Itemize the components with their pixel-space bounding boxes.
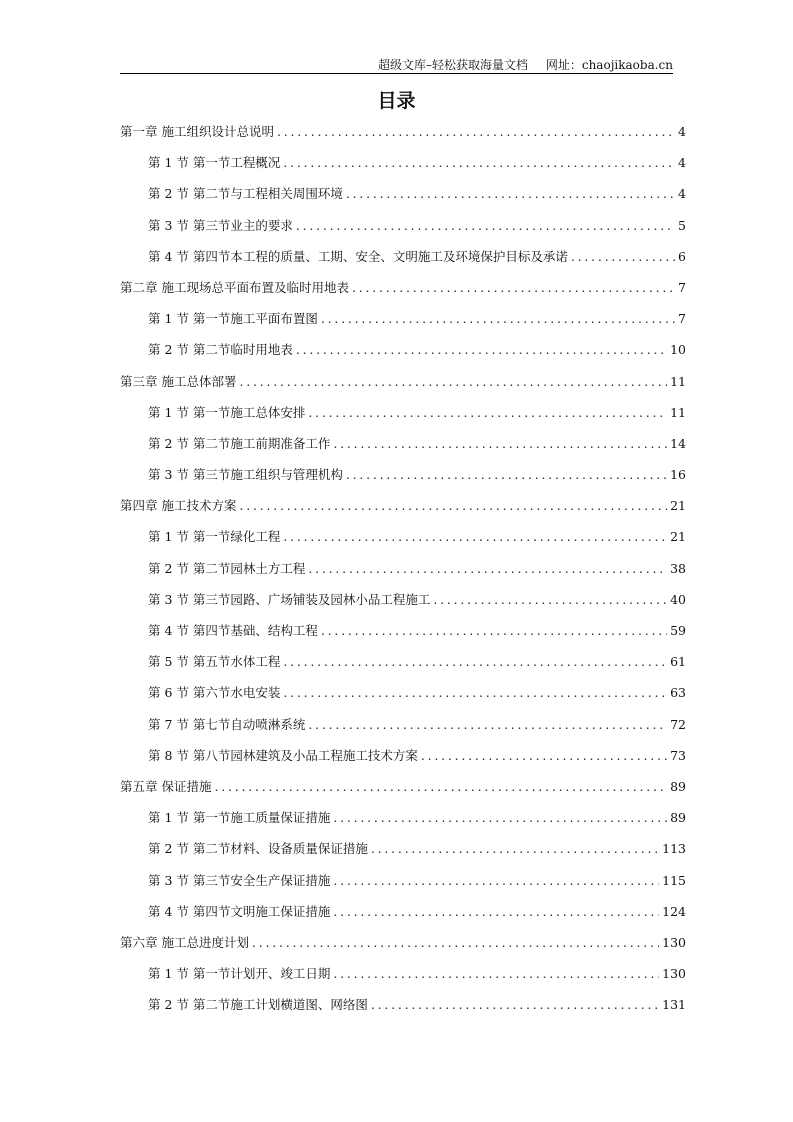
- toc-entry-page: 38: [670, 560, 686, 576]
- dot-leader: [333, 436, 667, 451]
- toc-entry-page: 7: [678, 279, 686, 295]
- toc-entry-section[interactable]: [120, 465, 686, 496]
- toc-entry-chapter[interactable]: [120, 122, 686, 153]
- toc-entry-page: 40: [670, 591, 686, 607]
- toc-entry-page: 124: [662, 903, 686, 919]
- toc-entry-label: 第 4 节 第四节基础、结构工程: [148, 623, 318, 638]
- toc-entry-section[interactable]: [120, 590, 686, 621]
- toc-entry-page: 4: [678, 124, 686, 139]
- toc-entry-label: 第 1 节 第一节计划开、竣工日期: [148, 966, 331, 982]
- toc-entry-chapter[interactable]: [120, 278, 686, 309]
- toc-entry-page: 115: [662, 872, 686, 888]
- toc-entry-label: 第 3 节 第三节业主的要求: [148, 217, 293, 233]
- toc-entry-label: 第一章 施工组织设计总说明: [120, 124, 274, 139]
- toc-entry-label: 第 6 节 第六节水电安装: [148, 685, 281, 701]
- toc-entry-page: 10: [670, 342, 686, 358]
- toc-entry-page: 130: [662, 934, 686, 950]
- toc-entry-page: 21: [670, 529, 686, 545]
- toc-entry-section[interactable]: [120, 808, 686, 839]
- toc-entry-label: 第 3 节 第三节安全生产保证措施: [148, 872, 331, 888]
- toc-entry-label: 第 3 节 第三节施工组织与管理机构: [148, 467, 343, 483]
- toc-entry-page: 63: [670, 685, 686, 701]
- toc-entry-label: 第 8 节 第八节园林建筑及小品工程施工技术方案: [148, 747, 418, 763]
- toc-entry-section[interactable]: [120, 340, 686, 371]
- header-url: 网址：chaojikaoba.cn: [545, 58, 673, 72]
- toc-entry-page: 61: [670, 654, 686, 670]
- toc-entry-section[interactable]: [120, 309, 686, 340]
- toc-entry-label: 第 1 节 第一节施工平面布置图: [148, 311, 318, 327]
- toc-entry-section[interactable]: [120, 527, 686, 558]
- toc-entry-label: 第 2 节 第二节临时用地表: [148, 342, 293, 358]
- toc-entry-label: 第 3 节 第三节园路、广场铺装及园林小品工程施工: [148, 591, 431, 607]
- page-header: [120, 56, 673, 74]
- toc-entry-section[interactable]: [120, 839, 686, 870]
- dot-leader: [433, 592, 667, 607]
- toc-entry-label: 第 1 节 第一节工程概况: [148, 155, 281, 171]
- toc-entry-label: 第六章 施工总进度计划: [120, 934, 249, 950]
- toc-entry-section[interactable]: [120, 184, 686, 215]
- toc-entry-section[interactable]: [120, 746, 686, 777]
- dot-leader: [352, 280, 675, 295]
- toc-entry-page: 11: [670, 404, 686, 420]
- toc-entry-page: 4: [678, 186, 686, 202]
- dot-leader: [321, 623, 667, 638]
- toc-entry-label: 第 5 节 第五节水体工程: [148, 654, 281, 670]
- toc-entry-page: 89: [670, 810, 686, 826]
- header-site: 超级文库–轻松获取海量文档: [378, 58, 529, 72]
- toc-entry-section[interactable]: [120, 216, 686, 247]
- toc-entry-page: 6: [678, 248, 686, 264]
- toc-entry-page: 4: [678, 155, 686, 171]
- toc-entry-page: 113: [662, 841, 686, 857]
- toc-entry-label: 第 1 节 第一节绿化工程: [148, 529, 281, 545]
- toc-entry-label: 第 1 节 第一节施工质量保证措施: [148, 810, 331, 826]
- toc-entry-page: 14: [670, 435, 686, 451]
- dot-leader: [214, 779, 667, 794]
- toc-entry-label: 第 2 节 第二节材料、设备质量保证措施: [148, 841, 368, 857]
- toc-entry-section[interactable]: [120, 871, 686, 902]
- toc-entry-page: 59: [670, 623, 686, 638]
- toc-entry-label: 第 1 节 第一节施工总体安排: [148, 404, 306, 420]
- toc-entry-page: 16: [670, 467, 686, 483]
- toc-entry-chapter[interactable]: [120, 933, 686, 964]
- toc-entry-page: 130: [662, 966, 686, 982]
- toc-entry-label: 第 7 节 第七节自动喷淋系统: [148, 716, 306, 732]
- toc-entry-section[interactable]: [120, 153, 686, 184]
- dot-leader: [333, 966, 659, 981]
- toc-entry-section[interactable]: [120, 995, 686, 1026]
- toc-entry-label: 第 4 节 第四节本工程的质量、工期、安全、文明施工及环境保护目标及承诺: [148, 248, 568, 264]
- dot-leader: [296, 218, 675, 233]
- dot-leader: [371, 997, 659, 1012]
- dot-leader: [308, 717, 667, 732]
- toc-entry-chapter[interactable]: [120, 777, 686, 808]
- dot-leader: [283, 529, 667, 544]
- dot-leader: [346, 467, 667, 482]
- toc-entry-page: 72: [670, 716, 686, 732]
- toc-entry-page: 21: [670, 498, 686, 514]
- dot-leader: [283, 685, 667, 700]
- toc-entry-section[interactable]: [120, 247, 686, 278]
- dot-leader: [277, 124, 675, 139]
- dot-leader: [283, 155, 675, 170]
- toc-entry-label: 第 2 节 第二节施工计划横道图、网络图: [148, 997, 368, 1013]
- page-title: 目录: [377, 90, 416, 112]
- dot-leader: [321, 311, 675, 326]
- toc-entry-section[interactable]: [120, 559, 686, 590]
- toc-entry-label: 第 2 节 第二节园林土方工程: [148, 560, 306, 576]
- toc-entry-page: 5: [678, 217, 686, 233]
- dot-leader: [252, 935, 659, 950]
- dot-leader: [296, 342, 667, 357]
- toc-entry-section[interactable]: [120, 964, 686, 995]
- toc-entry-page: 131: [662, 997, 686, 1013]
- dot-leader: [239, 374, 667, 389]
- table-of-contents: [120, 122, 686, 1026]
- toc-entry-section[interactable]: [120, 902, 686, 933]
- dot-leader: [371, 841, 659, 856]
- dot-leader: [571, 249, 675, 264]
- toc-entry-chapter[interactable]: [120, 496, 686, 527]
- toc-entry-section[interactable]: [120, 652, 686, 683]
- toc-entry-page: 11: [670, 373, 686, 389]
- dot-leader: [283, 654, 667, 669]
- toc-entry-section[interactable]: [120, 434, 686, 465]
- toc-entry-label: 第二章 施工现场总平面布置及临时用地表: [120, 279, 349, 295]
- dot-leader: [308, 405, 667, 420]
- toc-entry-page: 7: [678, 311, 686, 327]
- toc-entry-label: 第五章 保证措施: [120, 778, 212, 794]
- dot-leader: [333, 873, 659, 888]
- toc-entry-label: 第三章 施工总体部署: [120, 373, 237, 389]
- dot-leader: [346, 186, 675, 201]
- toc-entry-section[interactable]: [120, 621, 686, 652]
- toc-entry-chapter[interactable]: [120, 372, 686, 403]
- toc-entry-page: 89: [670, 778, 686, 794]
- dot-leader: [333, 904, 659, 919]
- dot-leader: [308, 561, 667, 576]
- toc-entry-section[interactable]: [120, 715, 686, 746]
- dot-leader: [421, 748, 667, 763]
- dot-leader: [333, 810, 667, 825]
- toc-entry-label: 第 4 节 第四节文明施工保证措施: [148, 903, 331, 919]
- toc-entry-page: 73: [670, 747, 686, 763]
- toc-entry-label: 第 2 节 第二节与工程相关周围环境: [148, 186, 343, 202]
- toc-entry-section[interactable]: [120, 683, 686, 714]
- dot-leader: [239, 498, 667, 513]
- toc-entry-section[interactable]: [120, 403, 686, 434]
- toc-entry-label: 第 2 节 第二节施工前期准备工作: [148, 435, 331, 451]
- toc-entry-label: 第四章 施工技术方案: [120, 498, 237, 514]
